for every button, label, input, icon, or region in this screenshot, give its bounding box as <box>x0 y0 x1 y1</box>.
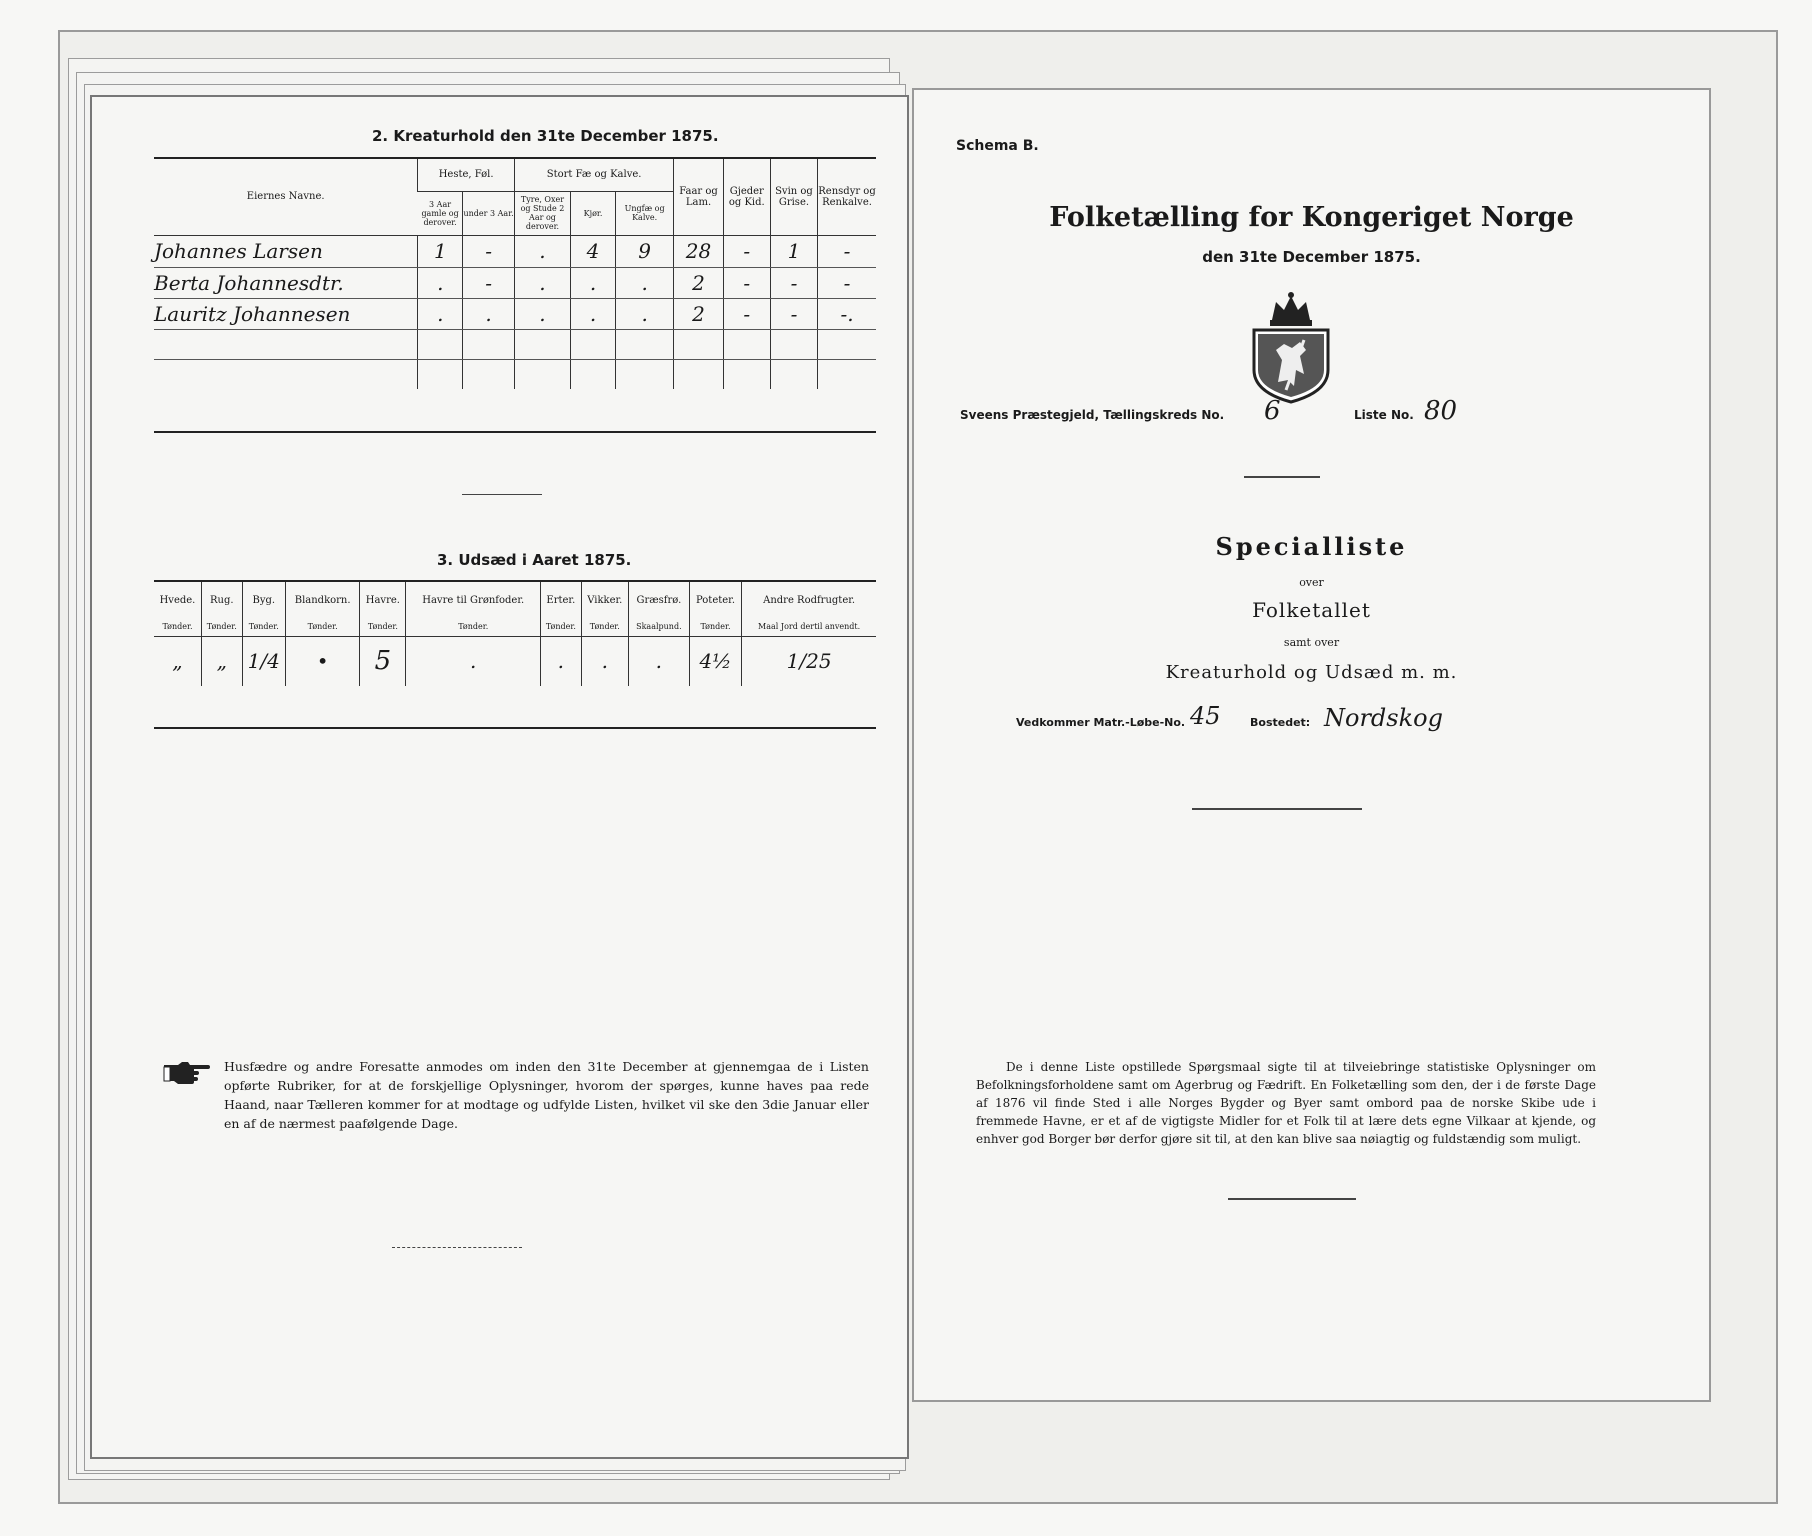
cell: - <box>770 298 817 329</box>
cell: - <box>723 267 770 298</box>
cell: . <box>514 235 570 267</box>
over-label: over <box>1299 576 1324 589</box>
cell: . <box>463 298 515 329</box>
cell: 5 <box>360 636 406 686</box>
stort-fae-header: Stort Fæ og Kalve. <box>546 169 642 181</box>
heste-young-header: under 3 Aar. <box>463 208 514 218</box>
cell: . <box>418 298 463 329</box>
cell: 4 <box>571 235 616 267</box>
cell: 1/4 <box>242 636 285 686</box>
liste-label: Liste No. <box>1354 408 1414 422</box>
unit: Tønder. <box>206 622 237 632</box>
table-row <box>154 329 876 359</box>
table-row <box>154 235 876 267</box>
table-row <box>154 298 876 329</box>
district-number: 6 <box>1264 396 1281 426</box>
cell: - <box>818 267 876 298</box>
cell: - <box>723 235 770 267</box>
divider <box>1244 476 1320 478</box>
cell: „ <box>201 636 242 686</box>
cell: . <box>628 636 689 686</box>
gjeder-header: Gjeder og Kid. <box>728 185 765 208</box>
header-andre-rodfrugter: Andre Rodfrugter. <box>763 594 856 606</box>
cell: - <box>463 267 515 298</box>
specialliste-heading: Specialliste <box>1215 532 1408 561</box>
cell: 1 <box>418 235 463 267</box>
owner-header: Eiernes Navne. <box>246 191 325 203</box>
unit: Tønder. <box>248 622 279 632</box>
cell: 2 <box>674 267 723 298</box>
owner-name: Berta Johannesdtr. <box>154 270 344 295</box>
unit: Tønder. <box>162 622 193 632</box>
divider <box>392 1247 522 1248</box>
sowing-bottom-rule <box>154 727 876 729</box>
rensdyr-header: Rensdyr og Renkalve. <box>818 185 876 208</box>
census-date: den 31te December 1875. <box>1202 248 1421 266</box>
cell: . <box>581 636 628 686</box>
household-notice: Husfædre og andre Foresatte anmodes om inden den 31te December at gjennemgaa de i Listen opførte Rubriker, for at de forskjellige Oplysninger, hvorom der spørges, kunne haves paa rede Haand, naar Tælleren kommer for at modtage og udfylde Listen, hvilket vil ske den 3die Januar eller en af de nærmest paafølgende Dage. <box>224 1059 869 1131</box>
right-page <box>912 88 1711 1402</box>
cell: . <box>406 636 541 686</box>
header-erter: Erter. <box>546 594 576 606</box>
cell: 4½ <box>689 636 741 686</box>
cell: 2 <box>674 298 723 329</box>
sowing-table <box>154 582 876 686</box>
faar-header: Faar og Lam. <box>679 185 718 208</box>
table-row <box>154 359 876 389</box>
matr-number: 45 <box>1190 702 1221 730</box>
cell: . <box>418 267 463 298</box>
census-title: Folketælling for Kongeriget Norge <box>1049 202 1574 233</box>
tyre-header: Tyre, Oxer og Stude 2 Aar og derover. <box>520 195 565 231</box>
heste-header: Heste, Føl. <box>438 169 494 181</box>
header-byg: Byg. <box>252 594 276 606</box>
table-row <box>154 267 876 298</box>
divider <box>1228 1198 1356 1200</box>
cell: . <box>615 267 673 298</box>
header-vikker: Vikker. <box>587 594 623 606</box>
divider <box>462 494 542 495</box>
header-rug: Rug. <box>209 594 234 606</box>
statistics-notice: De i denne Liste opstillede Spørgsmaal sigte til at tilveiebringe statistiske Oplysninger om Befolkningsforholdene samt om Agerbrug og Fædrift. En Folketælling som den, der i de første Dage af 1876 vil finde Sted i alle Norges Bygder og Byer samt ombord paa de norske Skibe ude i fremmede Havne, er et af de vigtigste Midler for et Folk til at lære dets egne Vilkaar at kjende, og enhver god Borger bør derfor gjøre sit til, at den kan blive saa nøiagtig og fuldstændig som muligt. <box>976 1060 1596 1146</box>
kreaturhold-heading: Kreaturhold og Udsæd m. m. <box>1165 662 1458 683</box>
cell: . <box>571 267 616 298</box>
cell: 28 <box>674 235 723 267</box>
divider <box>1192 808 1362 810</box>
cell: - <box>818 235 876 267</box>
livestock-title: 2. Kreaturhold den 31te December 1875. <box>372 127 719 145</box>
unit: Tønder. <box>700 622 731 632</box>
cell: . <box>514 298 570 329</box>
cell: - <box>770 267 817 298</box>
left-page <box>90 95 909 1459</box>
cell: 1 <box>770 235 817 267</box>
cell: . <box>615 298 673 329</box>
coat-of-arms-icon <box>1242 290 1340 405</box>
cell: - <box>463 235 515 267</box>
unit: Skaalpund. <box>636 622 682 632</box>
unit: Tønder. <box>589 622 620 632</box>
unit: Tønder. <box>458 622 489 632</box>
owner-name: Lauritz Johannesen <box>154 301 351 326</box>
cell: „ <box>172 649 183 674</box>
cell: 1/25 <box>742 636 876 686</box>
kjor-header: Kjør. <box>583 208 603 218</box>
unit: Tønder. <box>307 622 338 632</box>
samt-over-label: samt over <box>1283 636 1340 649</box>
folketallet-heading: Folketallet <box>1252 598 1371 622</box>
header-havre: Havre. <box>365 594 400 606</box>
district-label: Sveens Præstegjeld, Tællingskreds No. <box>960 408 1225 422</box>
bosted-label: Bostedet: <box>1250 716 1311 729</box>
unit: Tønder. <box>545 622 576 632</box>
cell: - <box>723 298 770 329</box>
header-poteter: Poteter. <box>695 594 736 606</box>
header-havre-gronfoder: Havre til Grønfoder. <box>422 594 525 606</box>
matr-label: Vedkommer Matr.-Løbe-No. <box>1016 716 1186 729</box>
heste-old-header: 3 Aar gamle og derover. <box>421 199 459 227</box>
unit: Maal Jord dertil anvendt. <box>758 622 861 632</box>
bosted-value: Nordskog <box>1324 704 1443 732</box>
ungfae-header: Ungfæ og Kalve. <box>624 204 665 222</box>
owner-name: Johannes Larsen <box>154 239 323 263</box>
liste-number: 80 <box>1424 396 1458 426</box>
table-bottom-rule <box>154 431 876 433</box>
schema-label: Schema B. <box>956 138 1039 154</box>
livestock-table <box>154 159 876 389</box>
cell: . <box>571 298 616 329</box>
pointing-hand-icon <box>162 1059 210 1085</box>
cell: . <box>514 267 570 298</box>
cell: 9 <box>615 235 673 267</box>
cell: • <box>285 636 359 686</box>
header-hvede: Hvede. <box>159 594 196 606</box>
sowing-title: 3. Udsæd i Aaret 1875. <box>437 551 632 569</box>
cell: -. <box>818 298 876 329</box>
header-blandkorn: Blandkorn. <box>294 594 351 606</box>
cell: . <box>541 636 582 686</box>
unit: Tønder. <box>367 622 398 632</box>
svin-header: Svin og Grise. <box>775 185 813 208</box>
header-graesfro: Græsfrø. <box>636 594 682 606</box>
table-row <box>154 636 876 686</box>
